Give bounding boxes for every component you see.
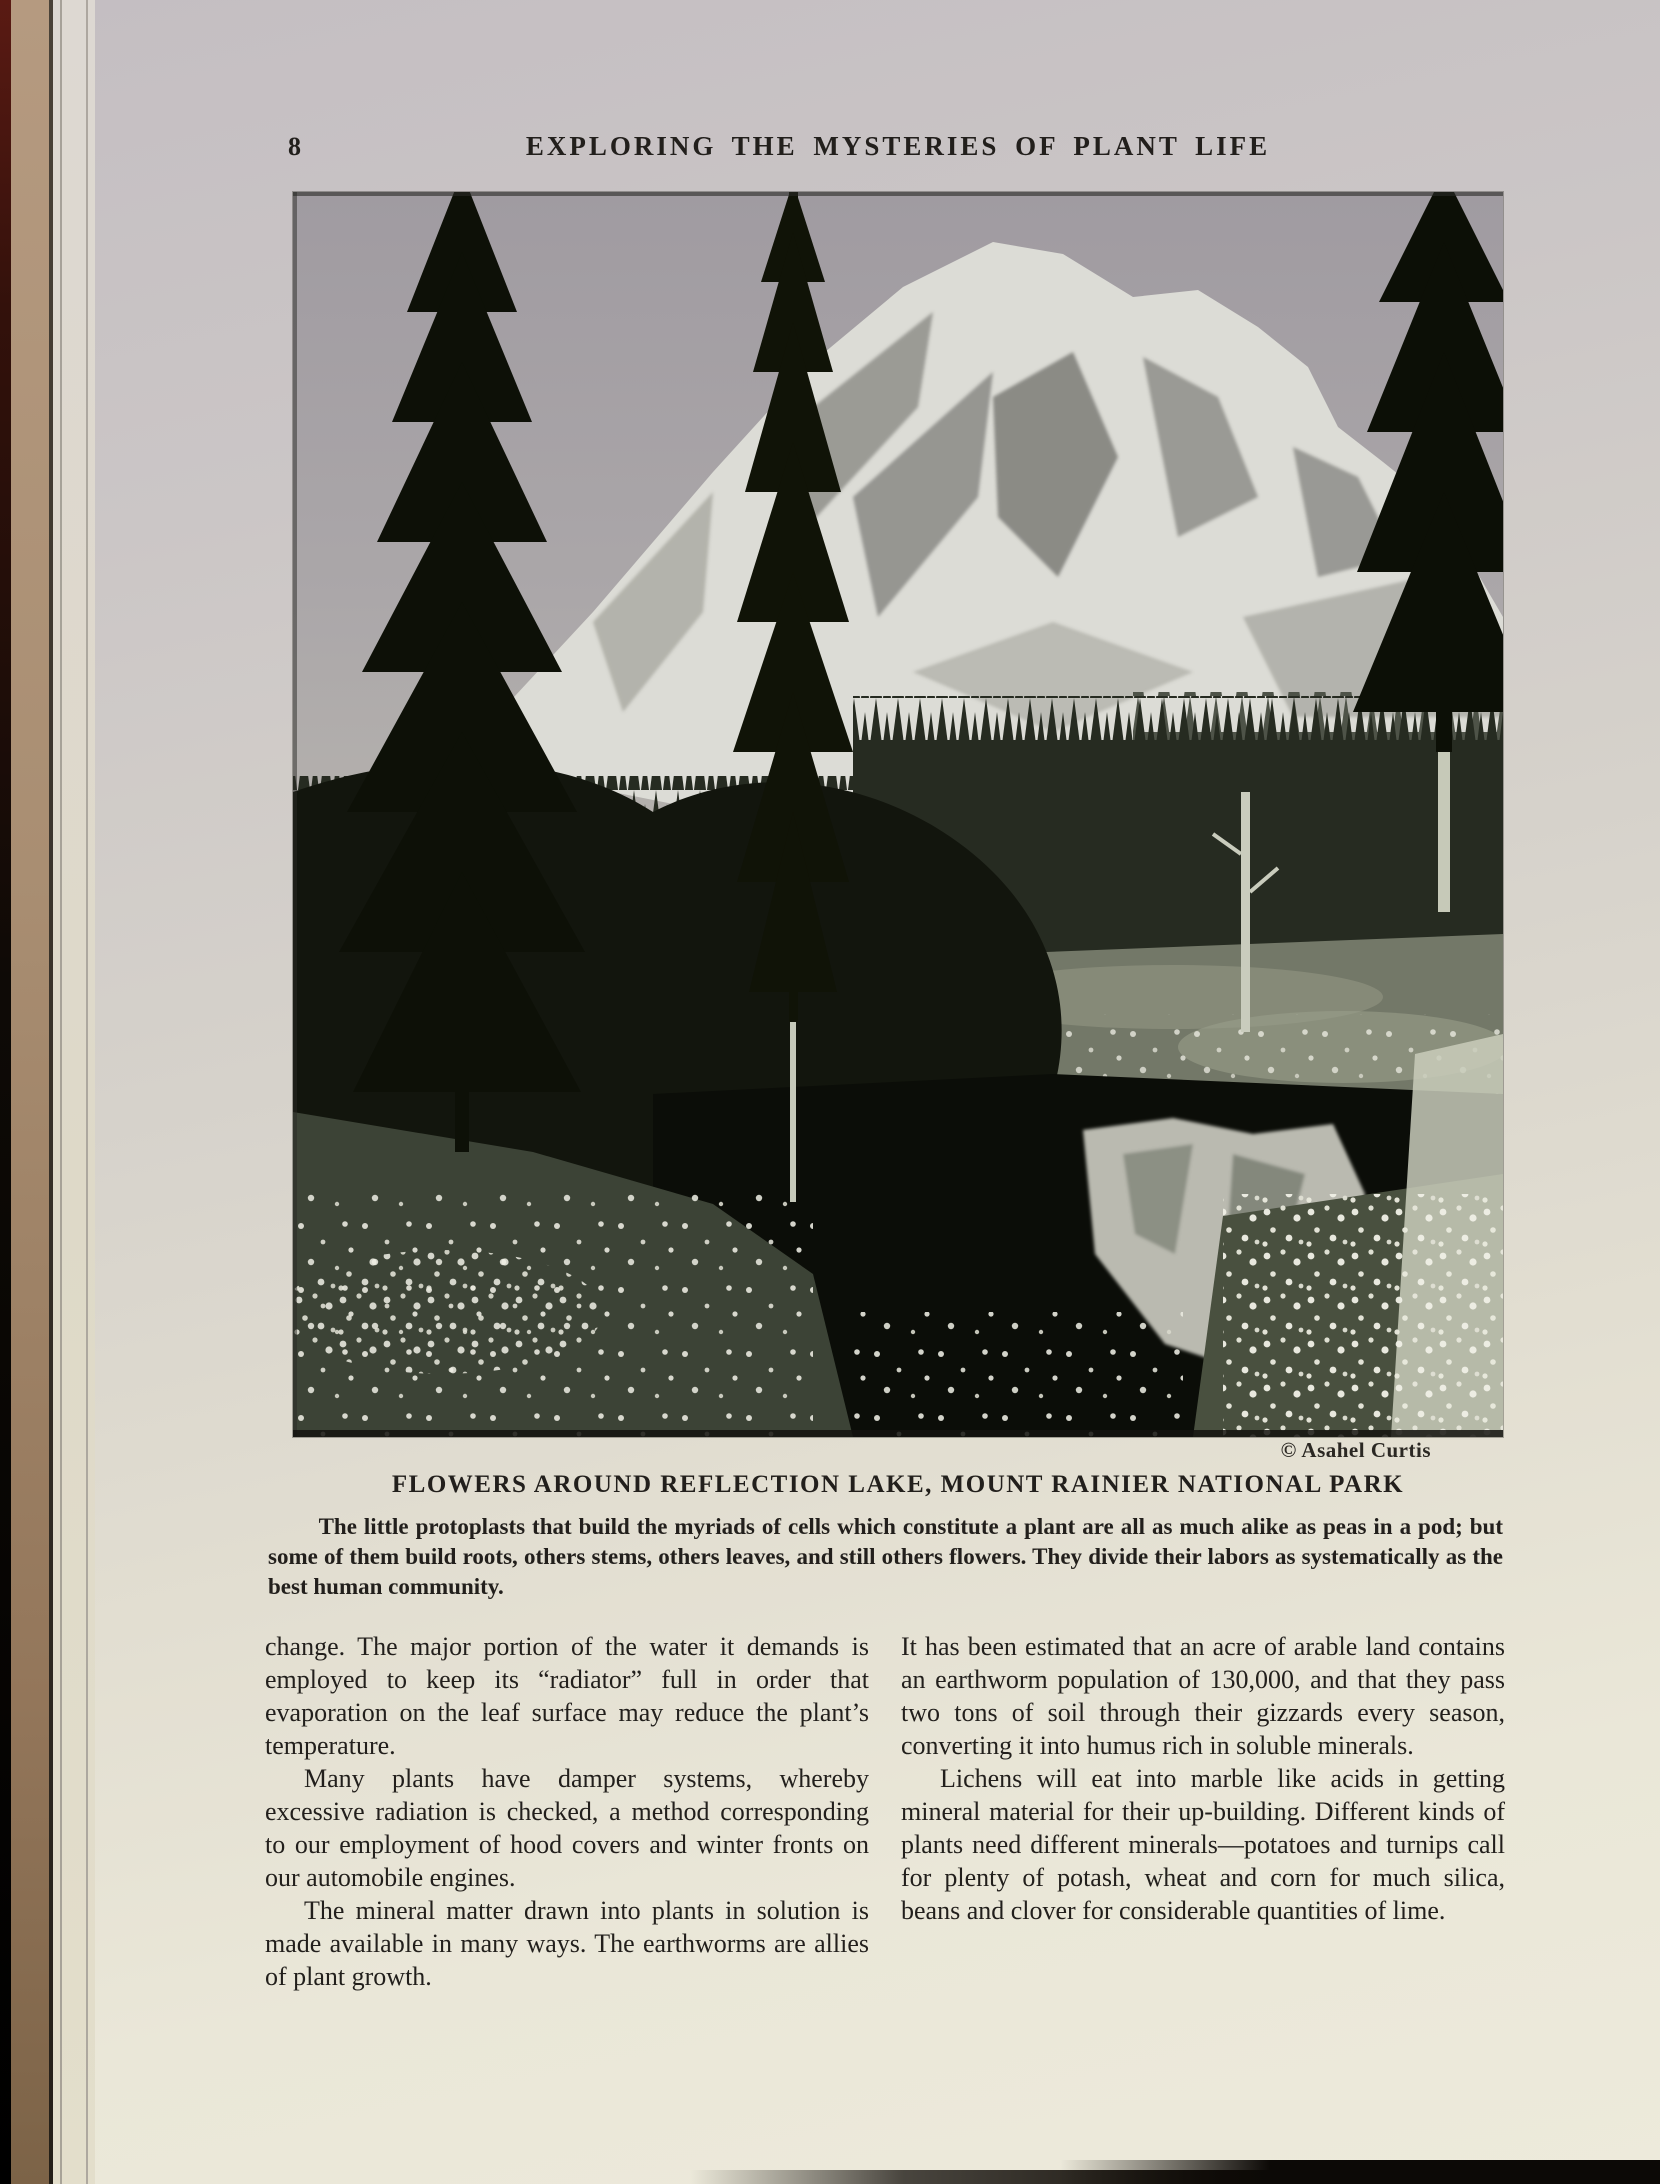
right-column	[901, 1630, 1505, 1993]
photo-bottom-edge	[293, 1430, 1503, 1437]
book-spine-shadow	[0, 0, 11, 2184]
page-edge-line	[86, 0, 88, 2184]
photo-credit: © Asahel Curtis	[1280, 1438, 1431, 1462]
figure-legend-paragraph: The little protoplasts that build the myriads of cells which constitute a plant are all as much alike as peas in a pod; but some of them build roots, others stems, others leaves, and still others flowers. They divide their labors as systematically as the best human community.	[268, 1514, 1503, 1599]
scan-artifact-band-right	[1060, 2160, 1660, 2184]
page-edges-stack	[11, 0, 49, 2184]
paragraph: The mineral matter drawn into plants in solution is made available in many ways. The earthworms are allies of plant growth.	[265, 1896, 869, 1991]
body-columns	[265, 1630, 1505, 1993]
page-number: 8	[288, 132, 302, 161]
photo-top-edge	[293, 192, 1503, 196]
figure-caption: FLOWERS AROUND REFLECTION LAKE, MOUNT RAINIER NATIONAL PARK	[391, 1471, 1405, 1498]
page-edge-line	[60, 0, 62, 2184]
left-column	[265, 1630, 869, 1993]
page-edge-margin	[53, 0, 95, 2184]
paragraph: Many plants have damper systems, whereby excessive radiation is checked, a method corresponding to our employment of hood covers and winter fronts on our automobile engines.	[265, 1764, 869, 1892]
photo-dead-snag	[1241, 792, 1250, 1032]
photo-flowers-center	[853, 1312, 1183, 1437]
photo-illustration	[293, 192, 1503, 1437]
photo-left-edge	[293, 192, 297, 1437]
paragraph: change. The major portion of the water it demands is employed to keep its “radiator” full in order that evaporation on the leaf surface may reduce the plant’s temperature.	[265, 1632, 869, 1760]
paragraph: It has been estimated that an acre of arable land contains an earthworm population of 130,000, and that they pass two tons of soil through their gizzards every season, converting it into humus rich in soluble minerals.	[901, 1632, 1505, 1760]
running-title: EXPLORING THE MYSTERIES OF PLANT LIFE	[525, 131, 1271, 161]
paragraph: Lichens will eat into marble like acids in getting mineral material for their up-building. Different kinds of plants need different minerals—potatoes and turnips call for plenty of potash, wheat and corn for much silica, beans and clover for considerable quantities of lime.	[901, 1764, 1505, 1925]
photograph-mount-rainier	[293, 192, 1503, 1437]
